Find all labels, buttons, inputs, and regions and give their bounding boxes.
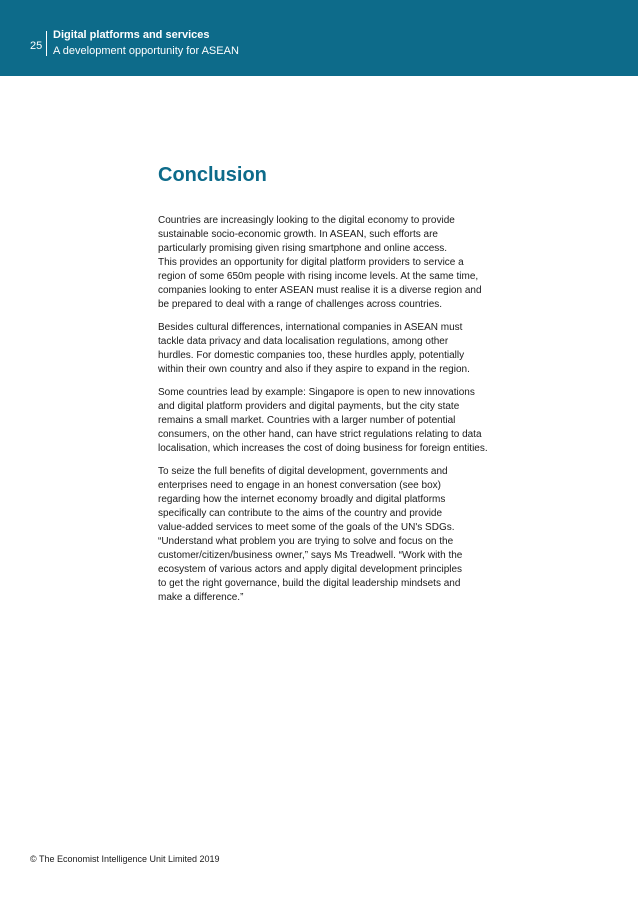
text-line: tackle data privacy and data localisation regulations, among other (158, 336, 449, 347)
text-line: particularly promising given rising smartphone and online access. (158, 243, 448, 254)
text-line: companies looking to enter ASEAN must realise it is a diverse region and (158, 285, 482, 296)
page-number: 25 (30, 40, 43, 52)
paragraph (158, 321, 488, 377)
body-text (158, 214, 488, 614)
header-divider (46, 31, 47, 56)
header-bar (0, 0, 638, 76)
text-line: sustainable socio-economic growth. In ASEAN, such efforts are (158, 229, 438, 240)
paragraph (158, 214, 488, 312)
text-line: specifically can contribute to the aims of the country and provide (158, 508, 443, 519)
text-line: ecosystem of various actors and apply digital development principles (158, 564, 463, 575)
text-line: To seize the full benefits of digital development, governments and (158, 466, 448, 477)
report-subtitle: A development opportunity for ASEAN (53, 45, 239, 57)
text-line: to get the right governance, build the digital leadership mindsets and (158, 578, 461, 589)
text-line: Some countries lead by example: Singapore is open to new innovations (158, 387, 475, 398)
copyright-footer: © The Economist Intelligence Unit Limited 2019 (30, 854, 220, 864)
text-line: value-added services to meet some of the goals of the UN's SDGs. (158, 522, 455, 533)
report-title: Digital platforms and services (53, 29, 210, 41)
text-line: This provides an opportunity for digital platform providers to service a (158, 257, 464, 268)
text-line: customer/citizen/business owner,” says Ms Treadwell. “Work with the (158, 550, 463, 561)
text-line: within their own country and also if they aspire to expand in the region. (158, 364, 470, 375)
section-title: Conclusion (158, 164, 267, 186)
text-line: be prepared to deal with a range of challenges across countries. (158, 299, 443, 310)
text-line: enterprises need to engage in an honest conversation (see box) (158, 480, 441, 491)
text-line: Besides cultural differences, international companies in ASEAN must (158, 322, 463, 333)
paragraph (158, 465, 488, 605)
text-line: remains a small market. Countries with a larger number of potential (158, 415, 456, 426)
text-line: “Understand what problem you are trying to solve and focus on the (158, 536, 454, 547)
text-line: Countries are increasingly looking to the digital economy to provide (158, 215, 455, 226)
text-line: localisation, which increases the cost of doing business for foreign entities. (158, 443, 488, 454)
text-line: make a difference.” (158, 592, 244, 603)
paragraph (158, 386, 488, 456)
text-line: and digital platform providers and digital payments, but the city state (158, 401, 460, 412)
text-line: region of some 650m people with rising income levels. At the same time, (158, 271, 479, 282)
text-line: regarding how the internet economy broadly and digital platforms (158, 494, 446, 505)
text-line: consumers, on the other hand, can have strict regulations relating to data (158, 429, 482, 440)
text-line: hurdles. For domestic companies too, these hurdles apply, potentially (158, 350, 465, 361)
